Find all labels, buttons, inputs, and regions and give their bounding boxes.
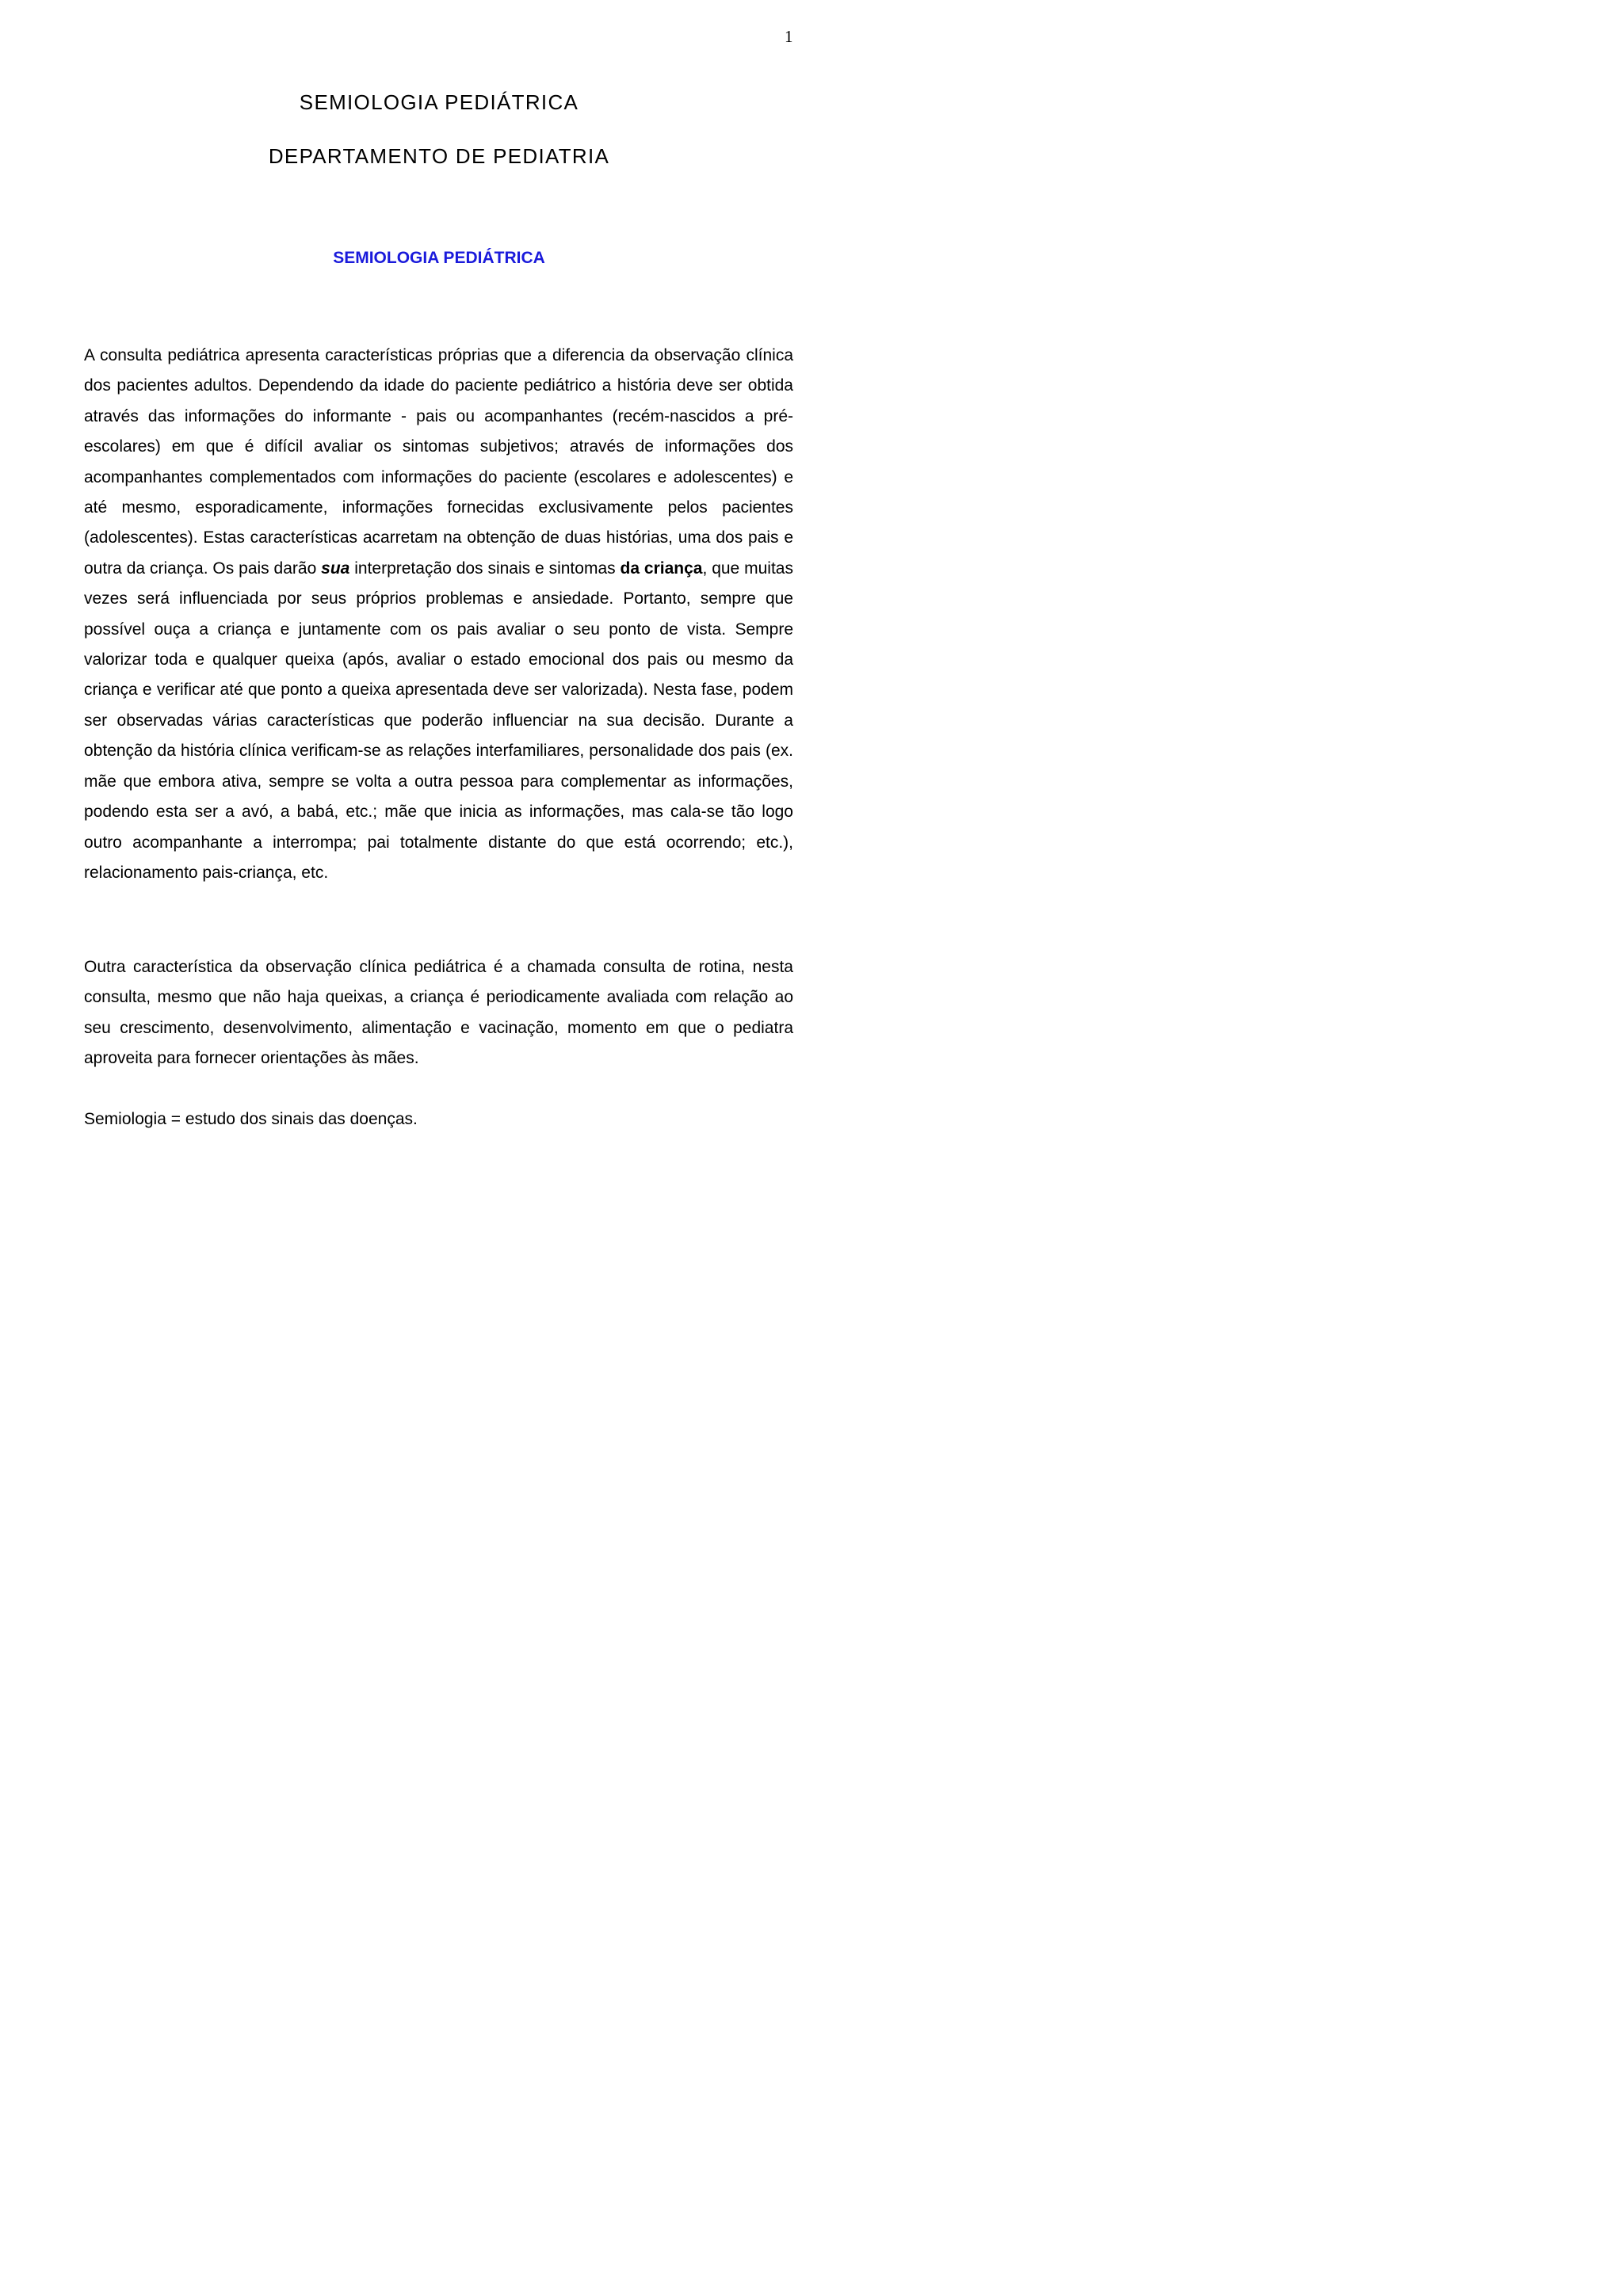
body-paragraph-rotina: Outra característica da observação clínica pediátrica é a chamada consulta de rotina, nesta consulta, mesmo que não haja queixas, a criança é periodicamente avaliada com relação ao seu crescimento, desenvolvimento, alimentação e vacinação, momento em que o pediatra aproveita para fornecer orientações às mães. — [84, 958, 793, 1068]
paragraph-text: interpretação dos sinais e sintomas — [349, 559, 621, 578]
section-heading: SEMIOLOGIA PEDIÁTRICA — [333, 249, 545, 267]
document-title: SEMIOLOGIA PEDIÁTRICA — [299, 90, 579, 114]
body-paragraph-definicao: Semiologia = estudo dos sinais das doenças. — [84, 1110, 418, 1128]
page-number: 1 — [785, 27, 793, 46]
emphasis-bold: da criança — [620, 559, 703, 578]
body-paragraph-consulta — [84, 341, 793, 888]
paragraph-text: , que muitas vezes será influenciada por seus próprios problemas e ansiedade. Portanto, sempre que possível ouça a criança e juntamente com os pais avaliar o seu ponto de vista. Sempre valorizar toda e qualquer queixa (após, avaliar o estado emocional dos pais ou mesmo da criança e verificar até que ponto a queixa apresentada deve ser valorizada). Nesta fase, podem ser observadas várias características que poderão influenciar na sua decisão. Durante a obtenção da história clínica verificam-se as relações interfamiliares, personalidade dos pais (ex. mãe que embora ativa, sempre se volta a outra pessoa para complementar as informações, podendo esta ser a avó, a babá, etc.; mãe que inicia as informações, mas cala-se tão logo outro acompanhante a interrompa; pai totalmente distante do que está ocorrendo; etc.), relacionamento pais-criança, etc. — [84, 559, 793, 882]
paragraph-text: A consulta pediátrica apresenta características próprias que a diferencia da observação clínica dos pacientes adultos. Dependendo da idade do paciente pediátrico a história deve ser obtida através das informações do informante - pais ou acompanhantes (recém-nascidos a pré-escolares) em que é difícil avaliar os sintomas subjetivos; através de informações dos acompanhantes complementados com informações do paciente (escolares e adolescentes) e até mesmo, esporadicamente, informações fornecidas exclusivamente pelos pacientes (adolescentes). Estas características acarretam na obtenção de duas histórias, uma dos pais e outra da criança. Os pais darão — [84, 346, 793, 578]
department-title: DEPARTAMENTO DE PEDIATRIA — [268, 144, 610, 168]
emphasis-bold-italic: sua — [321, 559, 350, 578]
